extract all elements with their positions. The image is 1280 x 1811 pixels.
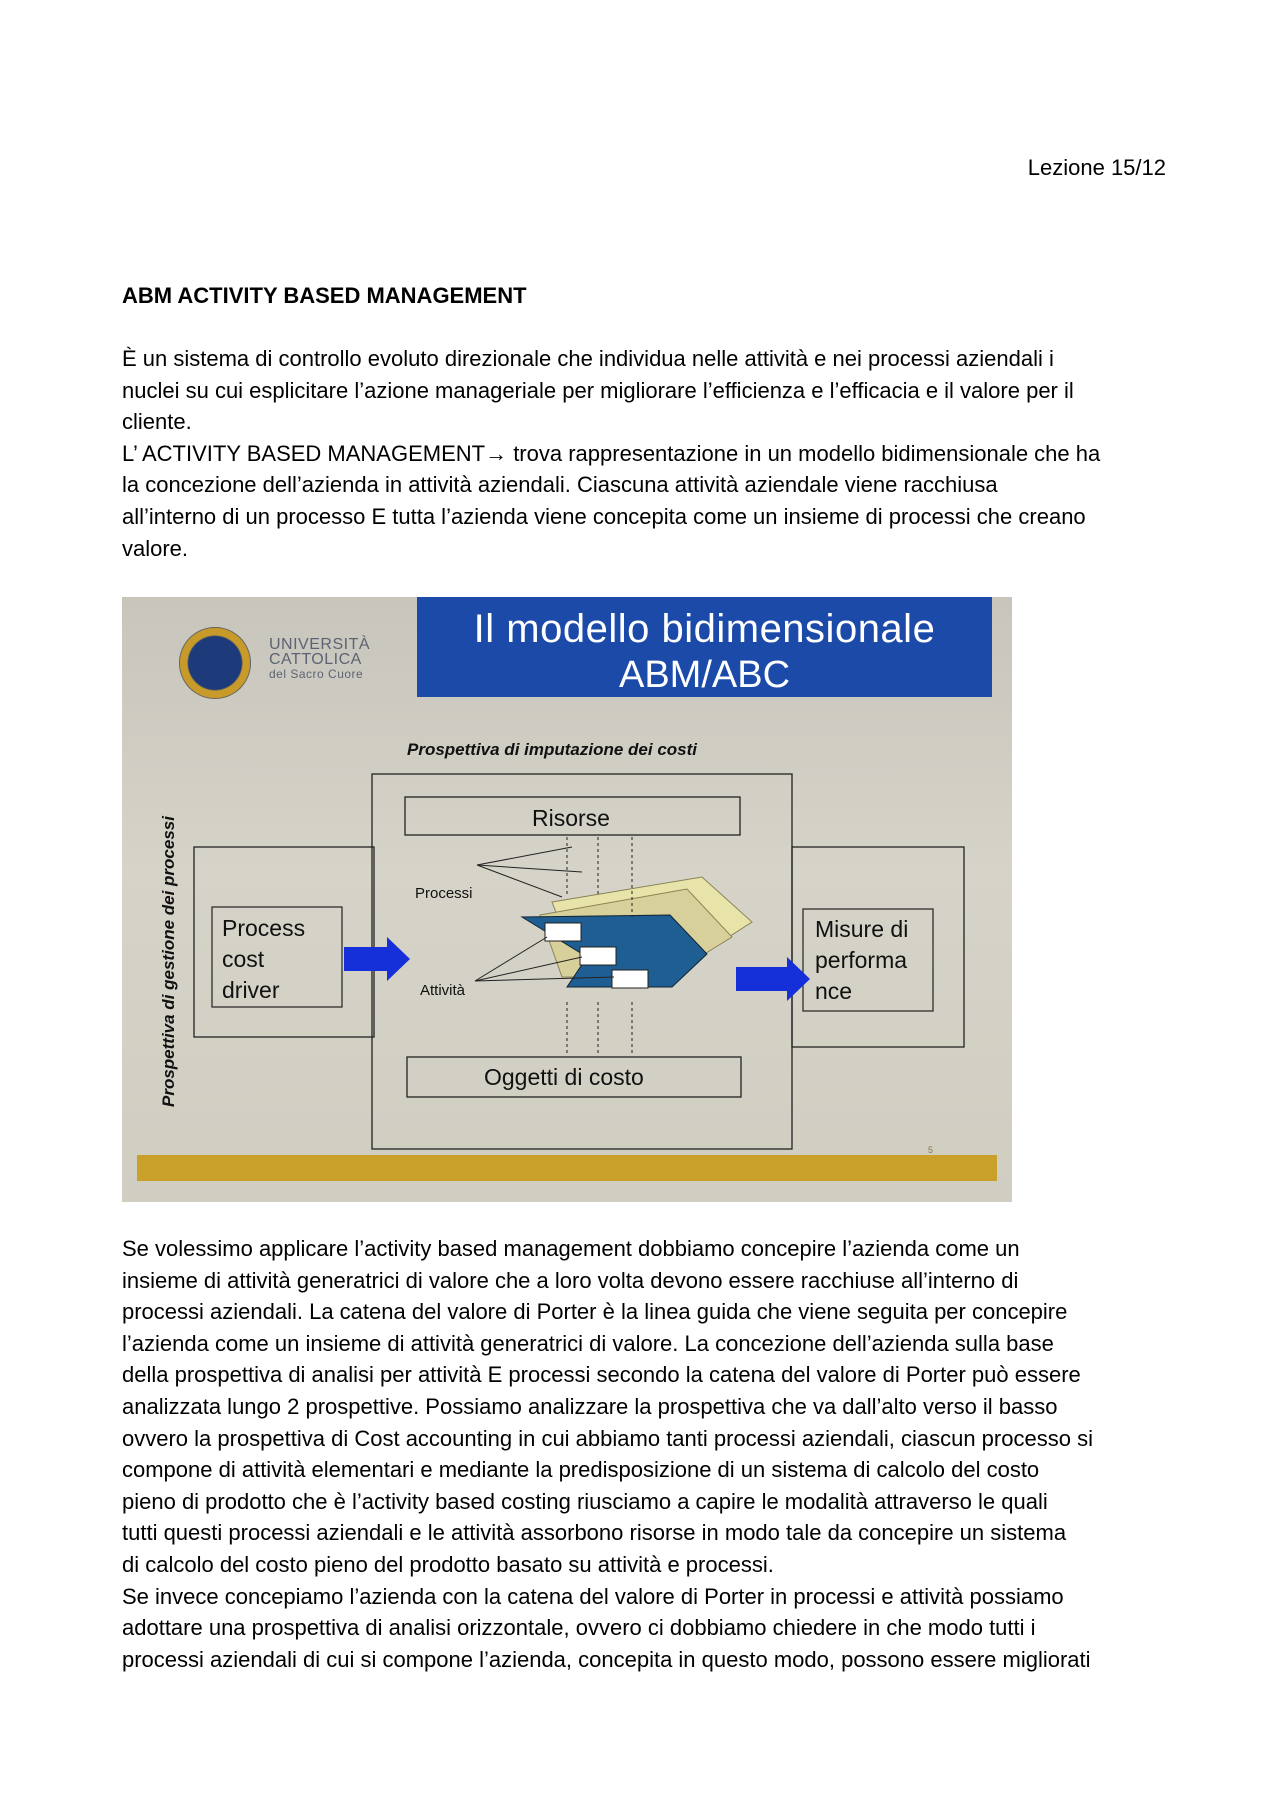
abm-diagram [122,597,1012,1202]
pointer-line [475,937,547,981]
body-paragraph [122,1233,1172,1675]
text-line: È un sistema di controllo evoluto direzionale che individua nelle attività e nei processi aziendali i [122,346,1054,371]
logo-line: CATTOLICA [269,651,362,668]
left-arrow-icon [344,937,410,981]
text-line: insieme di attività generatrici di valore che a loro volta devono essere racchiuse all’interno di [122,1267,1019,1293]
misure-line: performa [815,947,908,973]
text-line: adottare una prospettiva di analisi orizzontale, ovvero ci dobbiamo chiedere in che modo tutti i [122,1615,1036,1641]
activity-rect [580,947,616,965]
text-line: della prospettiva di analisi per attività E processi secondo la catena del valore di Porter può essere [122,1362,1081,1388]
perspective-top-label: Prospettiva di imputazione dei costi [407,740,697,759]
process-cost-driver-label [222,913,305,1006]
page-header: Lezione 15/12 [1027,155,1166,180]
text-line: la concezione dell’azienda in attività aziendali. Ciascuna attività aziendale viene racchiusa [122,472,998,498]
text-line: valore. [122,535,189,561]
attivita-label: Attività [420,982,466,999]
text-line: L’ ACTIVITY BASED MANAGEMENT→ trova rappresentazione in un modello bidimensionale che ha [122,440,1101,466]
pcd-line: cost [222,946,265,972]
text-line: processi aziendali di cui si compone l’azienda, concepita in questo modo, possono essere migliorati [122,1646,1091,1672]
pcd-line: Process [222,915,306,941]
logo-line: UNIVERSITÀ [269,636,371,653]
slide-footer-bar [137,1155,997,1181]
misure-label [815,914,908,1007]
activity-rect [545,923,581,941]
misure-line: Misure di [815,916,909,942]
logo-line: del Sacro Cuore [269,667,364,681]
text-line: compone di attività elementari e mediante la predisposizione di un sistema di calcolo del costo [122,1457,1040,1483]
right-arrow-icon [736,957,810,1001]
slide-title-line2: ABM/ABC [618,654,791,696]
text-line: l’azienda come un insieme di attività generatrici di valore. La concezione dell’azienda sulla base [122,1330,1054,1356]
text-line: pieno di prodotto che è l’activity based costing riusciamo a capire le modalità attraverso le quali [122,1488,1048,1514]
pcd-line: driver [222,977,280,1003]
text-line: all’interno di un processo E tutta l’azienda viene concepita come un insieme di processi che creano [122,503,1086,529]
activity-rect [612,970,648,988]
processi-label: Processi [415,885,473,902]
perspective-left-label: Prospettiva di gestione dei processi [159,816,178,1107]
slide-photo [122,597,1012,1202]
oggetti-label: Oggetti di costo [484,1064,644,1090]
misure-line: nce [815,978,853,1004]
text-line: Se invece concepiamo l’azienda con la catena del valore di Porter in processi e attività possiamo [122,1583,1064,1609]
risorse-label: Risorse [532,805,610,831]
slide-title-line1: Il modello bidimensionale [473,607,936,651]
slide-number: 5 [928,1145,934,1155]
text-line: analizzata lungo 2 prospettive. Possiamo analizzare la prospettiva che va dall’alto verso il basso [122,1393,1058,1419]
text-line: Se volessimo applicare l’activity based management dobbiamo concepire l’azienda come un [122,1236,1020,1261]
text-line: di calcolo del costo pieno del prodotto basato su attività e processi. [122,1551,774,1577]
intro-paragraph [122,343,1172,564]
text-line: processi aziendali. La catena del valore di Porter è la linea guida che viene seguita per concepire [122,1299,1068,1325]
text-line: nuclei su cui esplicitare l’azione manageriale per migliorare l’efficienza e l’efficacia e il valore per il [122,377,1074,403]
text-line: tutti questi processi aziendali e le attività assorbono risorse in modo tale da concepire un sistema [122,1520,1067,1546]
pointer-line [477,847,572,865]
text-line: ovvero la prospettiva di Cost accounting in cui abbiamo tanti processi aziendali, ciascun processo si [122,1425,1093,1451]
document-title: ABM ACTIVITY BASED MANAGEMENT [122,283,527,308]
text-line: cliente. [122,409,192,435]
